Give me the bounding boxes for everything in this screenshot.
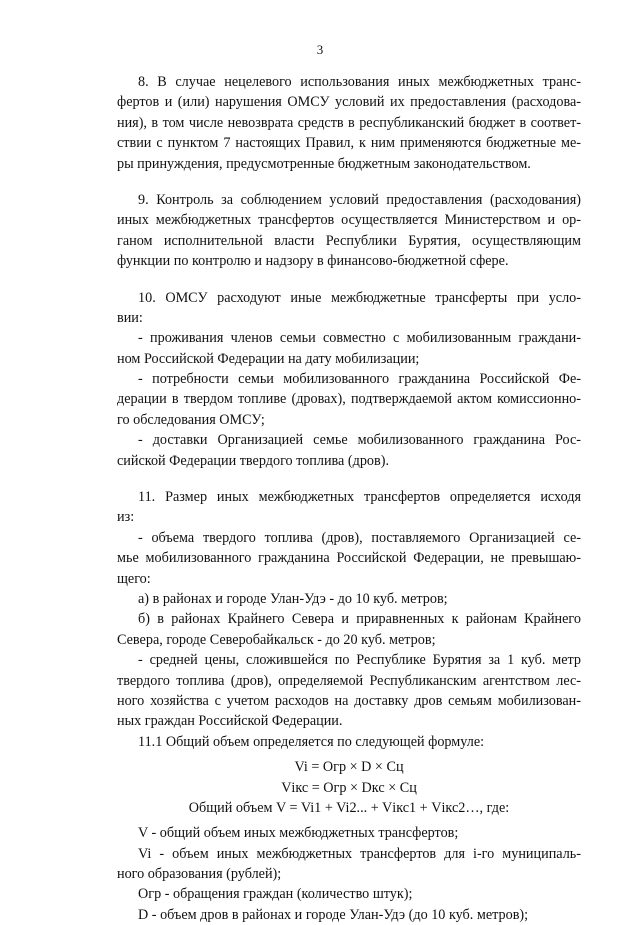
- text-line: щего:: [117, 570, 151, 587]
- text-line: - проживания членов семьи совместно с мобилизованным граждани-: [138, 330, 581, 347]
- text-line: ных граждан Российской Федерации.: [117, 713, 343, 730]
- text-line: Vi - объем иных межбюджетных трансфертов для i-го муниципаль-: [138, 845, 581, 862]
- paragraph-spacer: [117, 174, 581, 190]
- formula-block: [117, 757, 581, 818]
- text-line: V - общий объем иных межбюджетных трансфертов;: [138, 825, 459, 842]
- paragraph-p11: [117, 487, 581, 752]
- definitions-list: [117, 823, 581, 925]
- text-line: Огр - обращения граждан (количество штук);: [138, 886, 413, 903]
- text-line: го обследования ОМСУ;: [117, 411, 265, 428]
- text-line: фертов и (или) нарушения ОМСУ условий их предоставления (расходова-: [117, 94, 581, 111]
- text-line: Общий объем V = Vi1 + Vi2... + Vікс1 + Vікс2…, где:: [188, 799, 510, 816]
- text-line: - потребности семьи мобилизованного гражданина Российской Фе-: [138, 371, 581, 388]
- text-line: ганом исполнительной власти Республики Бурятия, осуществляющим: [117, 232, 581, 249]
- paragraph-spacer: [117, 272, 581, 288]
- text-line: функции по контролю и надзору в финансово-бюджетной сфере.: [117, 253, 509, 270]
- text-line: ствии с пунктом 7 настоящих Правил, к ним применяются бюджетные ме-: [117, 135, 581, 152]
- paragraph-p8: [117, 72, 581, 174]
- text-line: 9. Контроль за соблюдением условий предоставления (расходования): [138, 191, 581, 208]
- text-line: - объема твердого топлива (дров), поставляемого Организацией се-: [138, 529, 581, 546]
- paragraph-p10: [117, 288, 581, 472]
- paragraph-spacer: [117, 471, 581, 487]
- text-line: - средней цены, сложившейся по Республике Бурятия за 1 куб. метр: [138, 652, 581, 669]
- text-line: ном Российской Федерации на дату мобилизации;: [117, 350, 420, 367]
- text-line: сийской Федерации твердого топлива (дров).: [117, 452, 389, 469]
- text-line: Севера, городе Северобайкальск - до 20 куб. метров;: [117, 631, 436, 648]
- text-line: ного образования (рублей);: [117, 866, 282, 883]
- text-line: иных межбюджетных трансфертов осуществляется Министерством и ор-: [117, 212, 581, 229]
- text-line: 10. ОМСУ расходуют иные межбюджетные трансферты при усло-: [138, 289, 581, 306]
- page-number: 3: [316, 42, 324, 57]
- text-line: Vікс = Огр × Dкс × Сц: [281, 779, 417, 796]
- text-line: 8. В случае нецелевого использования иных межбюджетных транс-: [138, 74, 581, 90]
- text-line: твердого топлива (дров), определяемой Республиканским агентством лес-: [117, 672, 581, 689]
- text-line: б) в районах Крайнего Севера и приравненных к районам Крайнего: [138, 611, 581, 628]
- text-line: Vi = Огр × D × Сц: [294, 759, 404, 776]
- text-line: ры принуждения, предусмотренные бюджетным законодательством.: [117, 155, 531, 172]
- text-line: дерации в твердом топливе (дровах), подтверждаемой актом комиссионно-: [117, 391, 581, 408]
- text-line: мье мобилизованного гражданина Российской Федерации, не превышаю-: [117, 550, 581, 567]
- text-line: 11. Размер иных межбюджетных трансфертов определяется исходя: [138, 489, 581, 506]
- text-line: из:: [117, 509, 135, 526]
- text-line: а) в районах и городе Улан-Удэ - до 10 куб. метров;: [138, 590, 448, 607]
- text-line: вии:: [117, 309, 143, 326]
- text-line: ного хозяйства с учетом расходов на доставку дров семьям мобилизован-: [117, 692, 581, 709]
- text-line: ния), в том числе невозврата средств в республиканский бюджет в соответ-: [117, 114, 581, 131]
- text-line: D - объем дров в районах и городе Улан-Удэ (до 10 куб. метров);: [138, 906, 529, 923]
- text-line: - доставки Организацией семье мобилизованного гражданина Рос-: [138, 432, 581, 449]
- paragraph-p9: [117, 190, 581, 272]
- text-line: 11.1 Общий объем определяется по следующей формуле:: [138, 733, 485, 750]
- document-body: [117, 72, 581, 925]
